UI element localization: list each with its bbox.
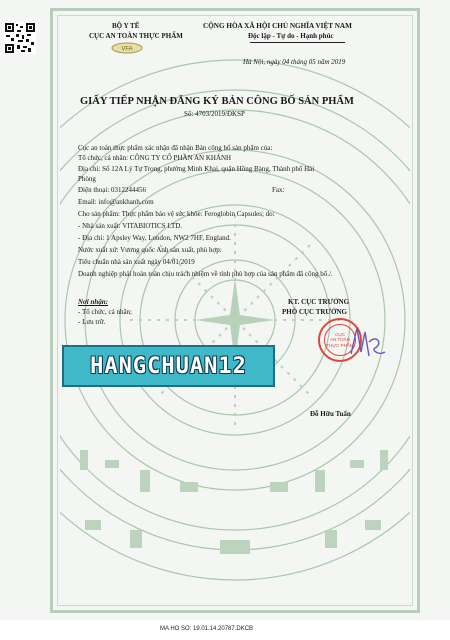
standard-line: Tiêu chuẩn nhà sản xuất ngày 04/01/2019 bbox=[78, 258, 195, 266]
origin-line: Nước xuất xứ: Vương quốc Anh sản xuất, phù hợp: bbox=[78, 246, 222, 254]
manufacturer-line: - Nhà sản xuất: VITABIOTICS LTD. bbox=[78, 222, 183, 230]
intro-line: Cục an toàn thực phẩm xác nhận đã nhận Bản công bố sản phẩm của: bbox=[78, 144, 273, 152]
motto-underline bbox=[250, 42, 345, 43]
signature-title-line2: PHÓ CỤC TRƯỞNG bbox=[282, 308, 347, 316]
document-title: GIẤY TIẾP NHẬN ĐĂNG KÝ BẢN CÔNG BỐ SẢN PHẨM bbox=[80, 96, 354, 107]
ministry-emblem-icon bbox=[110, 42, 144, 54]
national-motto: Độc lập - Tự do - Hạnh phúc bbox=[248, 32, 334, 40]
recipient-item: - Lưu trữ. bbox=[78, 318, 106, 326]
seal-text-bottom: THỰC PHẨM bbox=[326, 342, 354, 348]
recipient-item: - Tổ chức, cá nhân; bbox=[78, 308, 133, 316]
footer-bar bbox=[0, 620, 450, 640]
signature-title-line1: KT. CỤC TRƯỞNG bbox=[288, 298, 350, 306]
email-line: Email: info@ankhanh.com bbox=[78, 198, 154, 206]
organization-line: Tổ chức, cá nhân: CÔNG TY CỔ PHẦN AN KHÁNH bbox=[78, 154, 232, 162]
address-line-cont: Phòng bbox=[78, 175, 96, 183]
phone-line: Điện thoại: 0312244456 bbox=[78, 186, 147, 194]
watermark-text: HANGCHUAN12 bbox=[90, 353, 247, 379]
signer-name: Đỗ Hữu Tuấn bbox=[310, 410, 351, 418]
place-and-date: Hà Nội, ngày 04 tháng 05 năm 2019 bbox=[243, 58, 346, 66]
ministry-name: BỘ Y TẾ bbox=[112, 22, 140, 30]
handwritten-signature bbox=[345, 322, 390, 362]
watermark-banner bbox=[62, 345, 275, 387]
fax-line: Fax: bbox=[272, 186, 285, 194]
file-code: MA HO SO: 19.01.14.20787.DKCB bbox=[160, 626, 254, 632]
country-name: CỘNG HÒA XÃ HỘI CHỦ NGHĨA VIỆT NAM bbox=[203, 22, 352, 30]
document-number: Số: 4703/2019/ĐKSP bbox=[184, 110, 245, 118]
svg-text:VFA: VFA bbox=[121, 46, 133, 53]
responsibility-line: Doanh nghiệp phải hoàn toàn chịu trách nhiệm về tính phù hợp của sản phẩm đã công bố./. bbox=[78, 270, 333, 278]
qr-code bbox=[4, 22, 36, 54]
department-name: CỤC AN TOÀN THỰC PHẨM bbox=[89, 32, 183, 40]
manufacturer-address-line: - Địa chỉ: 1 Apsley Way, London, NW2 7HF, England. bbox=[78, 234, 231, 242]
address-line: Địa chỉ: Số 12A Lý Tự Trọng, phường Minh Khai, quận Hồng Bàng, Thành phố Hải bbox=[78, 165, 315, 173]
seal-text-top: CỤC bbox=[335, 331, 345, 337]
product-line: Cho sản phẩm: Thực phẩm bảo vệ sức khỏe: Feroglobin Capsules; do: bbox=[78, 210, 275, 218]
recipients-label: Nơi nhận: bbox=[78, 298, 109, 306]
seal-text-mid: AN TOÀN bbox=[330, 337, 350, 343]
